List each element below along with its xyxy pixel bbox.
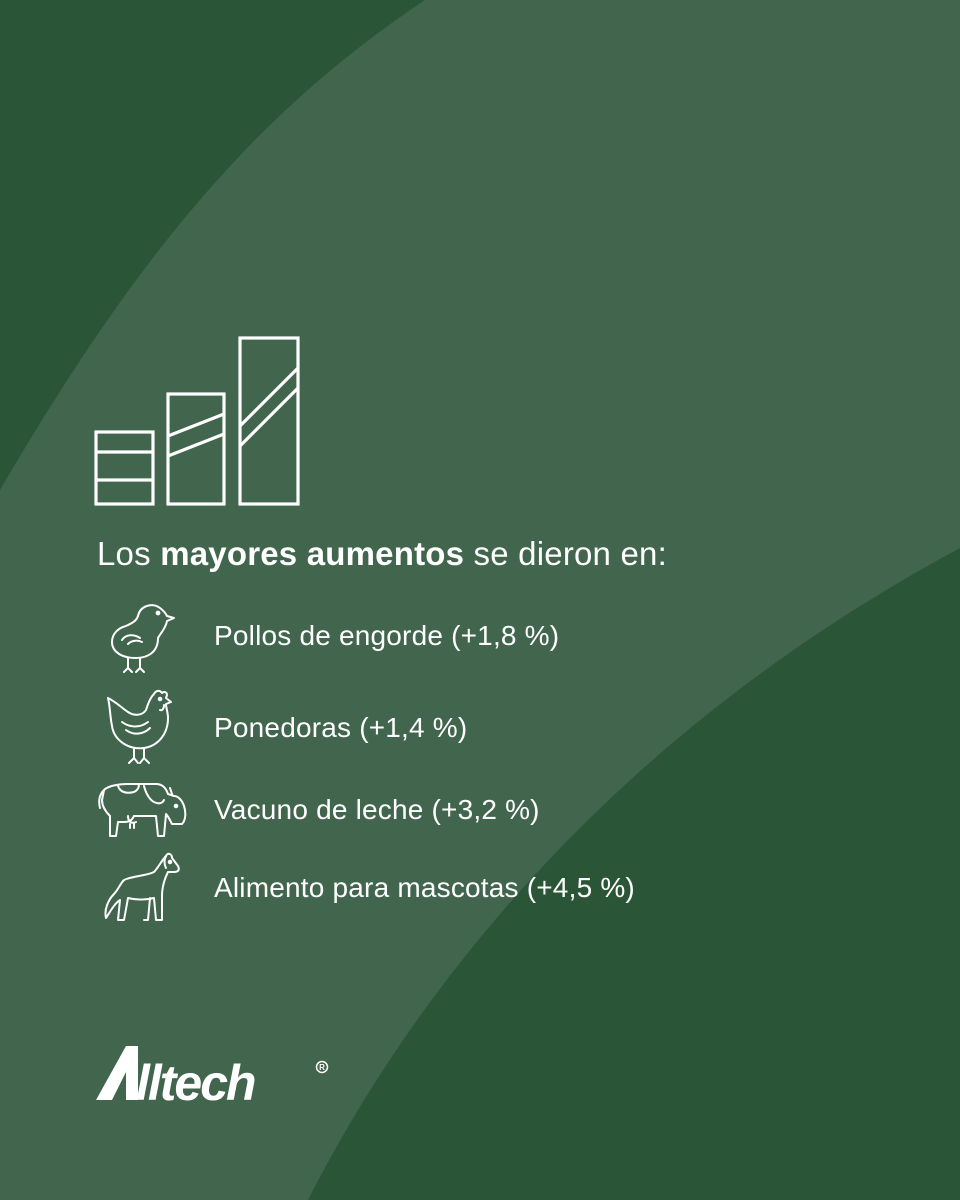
headline-suffix: se dieron en: [464, 535, 667, 572]
item-label: Pollos de engorde (+1,8 %) [214, 620, 560, 651]
hen-icon [104, 686, 176, 766]
dog-icon [100, 850, 184, 924]
item-label: Vacuno de leche (+3,2 %) [214, 794, 540, 825]
item-label: Ponedoras (+1,4 %) [214, 712, 468, 743]
svg-text:R: R [319, 1063, 325, 1072]
alltech-logo [96, 1042, 336, 1106]
svg-text:lltech: lltech [136, 1055, 255, 1106]
cow-icon [94, 776, 190, 840]
headline-prefix: Los [97, 535, 161, 572]
item-label: Alimento para mascotas (+4,5 %) [214, 872, 635, 903]
chick-icon [100, 600, 178, 674]
headline-bold: mayores aumentos [160, 535, 465, 572]
